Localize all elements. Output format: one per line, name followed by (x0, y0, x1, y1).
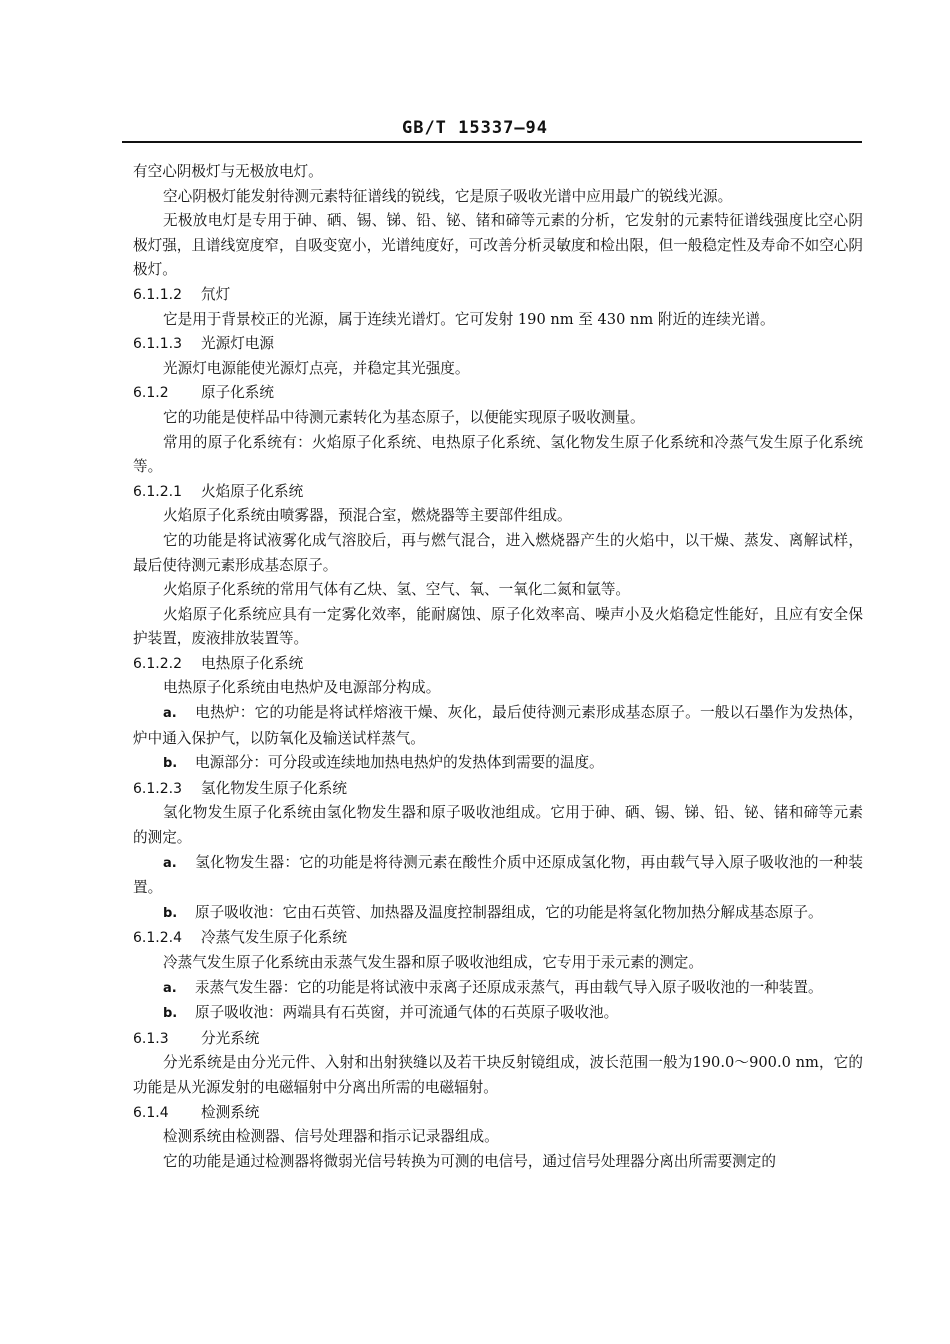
list-item-text: 电热炉：它的功能是将试样熔液干燥、灰化，最后使待测元素形成基态原子。一般以石墨作为发热体，炉中通入保护气，以防氧化及输送试样蒸气。 (133, 704, 863, 747)
paragraph: 空心阴极灯能发射待测元素特征谱线的锐线，它是原子吸收光谱中应用最广的锐线光源。 (163, 187, 733, 205)
section-heading (133, 332, 863, 357)
section-number: 6.1.1.3 (133, 336, 182, 353)
paragraph: 光源灯电源能使光源灯点亮，并稳定其光强度。 (163, 359, 470, 377)
paragraph: 它的功能是通过检测器将微弱光信号转换为可测的电信号，通过信号处理器分离出所需要测定的 (163, 1152, 776, 1170)
section-heading (133, 1101, 863, 1126)
list-marker: b. (163, 756, 178, 772)
paragraph: 火焰原子化系统的常用气体有乙炔、氢、空气、氧、一氧化二氮和氩等。 (163, 581, 631, 599)
section-number: 6.1.2 (133, 385, 169, 402)
list-marker: b. (163, 1006, 178, 1022)
paragraph: 无极放电灯是专用于砷、硒、锡、锑、铅、铋、锗和碲等元素的分析，它发射的元素特征谱线强度比空心阴极灯强，且谱线宽度窄，自吸变宽小，光谱纯度好，可改善分析灵敏度和检出限，但一般稳定性及寿命不如空心阴极灯。 (133, 212, 863, 279)
paragraph: 它的功能是使样品中待测元素转化为基态原子，以便能实现原子吸收测量。 (163, 408, 645, 426)
paragraph: 火焰原子化系统由喷雾器，预混合室，燃烧器等主要部件组成。 (163, 507, 572, 525)
document-body (133, 160, 863, 1174)
section-number: 6.1.1.2 (133, 286, 182, 303)
list-item-text: 原子吸收池：它由石英管、加热器及温度控制器组成，它的功能是将氢化物加热分解成基态原子。 (195, 903, 823, 921)
section-title: 光源灯电源 (201, 335, 274, 353)
section-heading (133, 283, 863, 308)
paragraph: 分光系统是由分光元件、入射和出射狭缝以及若干块反射镜组成，波长范围一般为190.0～900.0 nm，它的功能是从光源发射的电磁辐射中分离出所需的电磁辐射。 (133, 1054, 863, 1096)
section-title: 冷蒸气发生原子化系统 (201, 929, 347, 947)
paragraph: 常用的原子化系统有：火焰原子化系统、电热原子化系统、氢化物发生原子化系统和冷蒸气发生原子化系统等。 (133, 433, 863, 476)
paragraph: 火焰原子化系统应具有一定雾化效率，能耐腐蚀、原子化效率高、噪声小及火焰稳定性能好，且应有安全保护装置，废液排放装置等。 (133, 605, 863, 648)
list-marker: a. (163, 855, 177, 871)
list-item (133, 701, 863, 751)
section-number: 6.1.2.1 (133, 483, 182, 500)
section-title: 氢化物发生原子化系统 (201, 779, 347, 797)
paragraph: 冷蒸气发生原子化系统由汞蒸气发生器和原子吸收池组成，它专用于汞元素的测定。 (163, 954, 703, 971)
section-title: 电热原子化系统 (201, 654, 304, 672)
section-number: 6.1.2.3 (133, 780, 182, 797)
section-heading (133, 1027, 863, 1052)
list-item-text: 汞蒸气发生器：它的功能是将试液中汞离子还原成汞蒸气，再由载气导入原子吸收池的一种装置。 (195, 978, 823, 996)
section-title: 分光系统 (201, 1029, 260, 1047)
list-item (133, 976, 863, 1002)
section-heading (133, 381, 863, 406)
section-title: 氘灯 (201, 285, 231, 303)
standard-number: GB/T 15337—94 (401, 118, 549, 138)
paragraph: 电热原子化系统由电热炉及电源部分构成。 (163, 679, 441, 697)
header-rule (122, 141, 862, 143)
paragraph: 有空心阴极灯与无极放电灯。 (133, 163, 323, 180)
list-item-text: 氢化物发生器：它的功能是将待测元素在酸性介质中还原成氢化物，再由载气导入原子吸收池的一种装置。 (133, 853, 863, 897)
paragraph: 它的功能是将试液雾化成气溶胶后，再与燃气混合，进入燃烧器产生的火焰中，以干燥、蒸发、离解试样，最后使待测元素形成基态原子。 (133, 531, 863, 574)
list-item-text: 电源部分：可分段或连续地加热电热炉的发热体到需要的温度。 (195, 754, 604, 772)
section-heading (133, 480, 863, 505)
section-heading (133, 777, 863, 802)
section-title: 火焰原子化系统 (201, 482, 304, 500)
paragraph: 它是用于背景校正的光源，属于连续光谱灯。它可发射 190 nm 至 430 nm 附近的连续光谱。 (163, 310, 775, 328)
list-marker: a. (163, 706, 177, 722)
section-title: 原子化系统 (201, 384, 274, 402)
section-heading (133, 652, 863, 677)
section-number: 6.1.4 (133, 1104, 169, 1121)
list-item (133, 1001, 863, 1027)
list-item-text: 原子吸收池：两端具有石英窗，并可流通气体的石英原子吸收池。 (195, 1004, 619, 1022)
section-number: 6.1.2.4 (133, 930, 182, 947)
list-marker: a. (163, 980, 177, 996)
list-item (133, 901, 863, 927)
section-title: 检测系统 (201, 1103, 260, 1121)
paragraph: 检测系统由检测器、信号处理器和指示记录器组成。 (163, 1128, 499, 1146)
paragraph: 氢化物发生原子化系统由氢化物发生器和原子吸收池组成。它用于砷、硒、锡、锑、铅、铋、锗和碲等元素的测定。 (133, 804, 863, 847)
list-item (133, 751, 863, 777)
section-heading (133, 926, 863, 951)
section-number: 6.1.3 (133, 1030, 169, 1047)
section-number: 6.1.2.2 (133, 655, 182, 672)
list-marker: b. (163, 905, 178, 921)
list-item (133, 851, 863, 901)
